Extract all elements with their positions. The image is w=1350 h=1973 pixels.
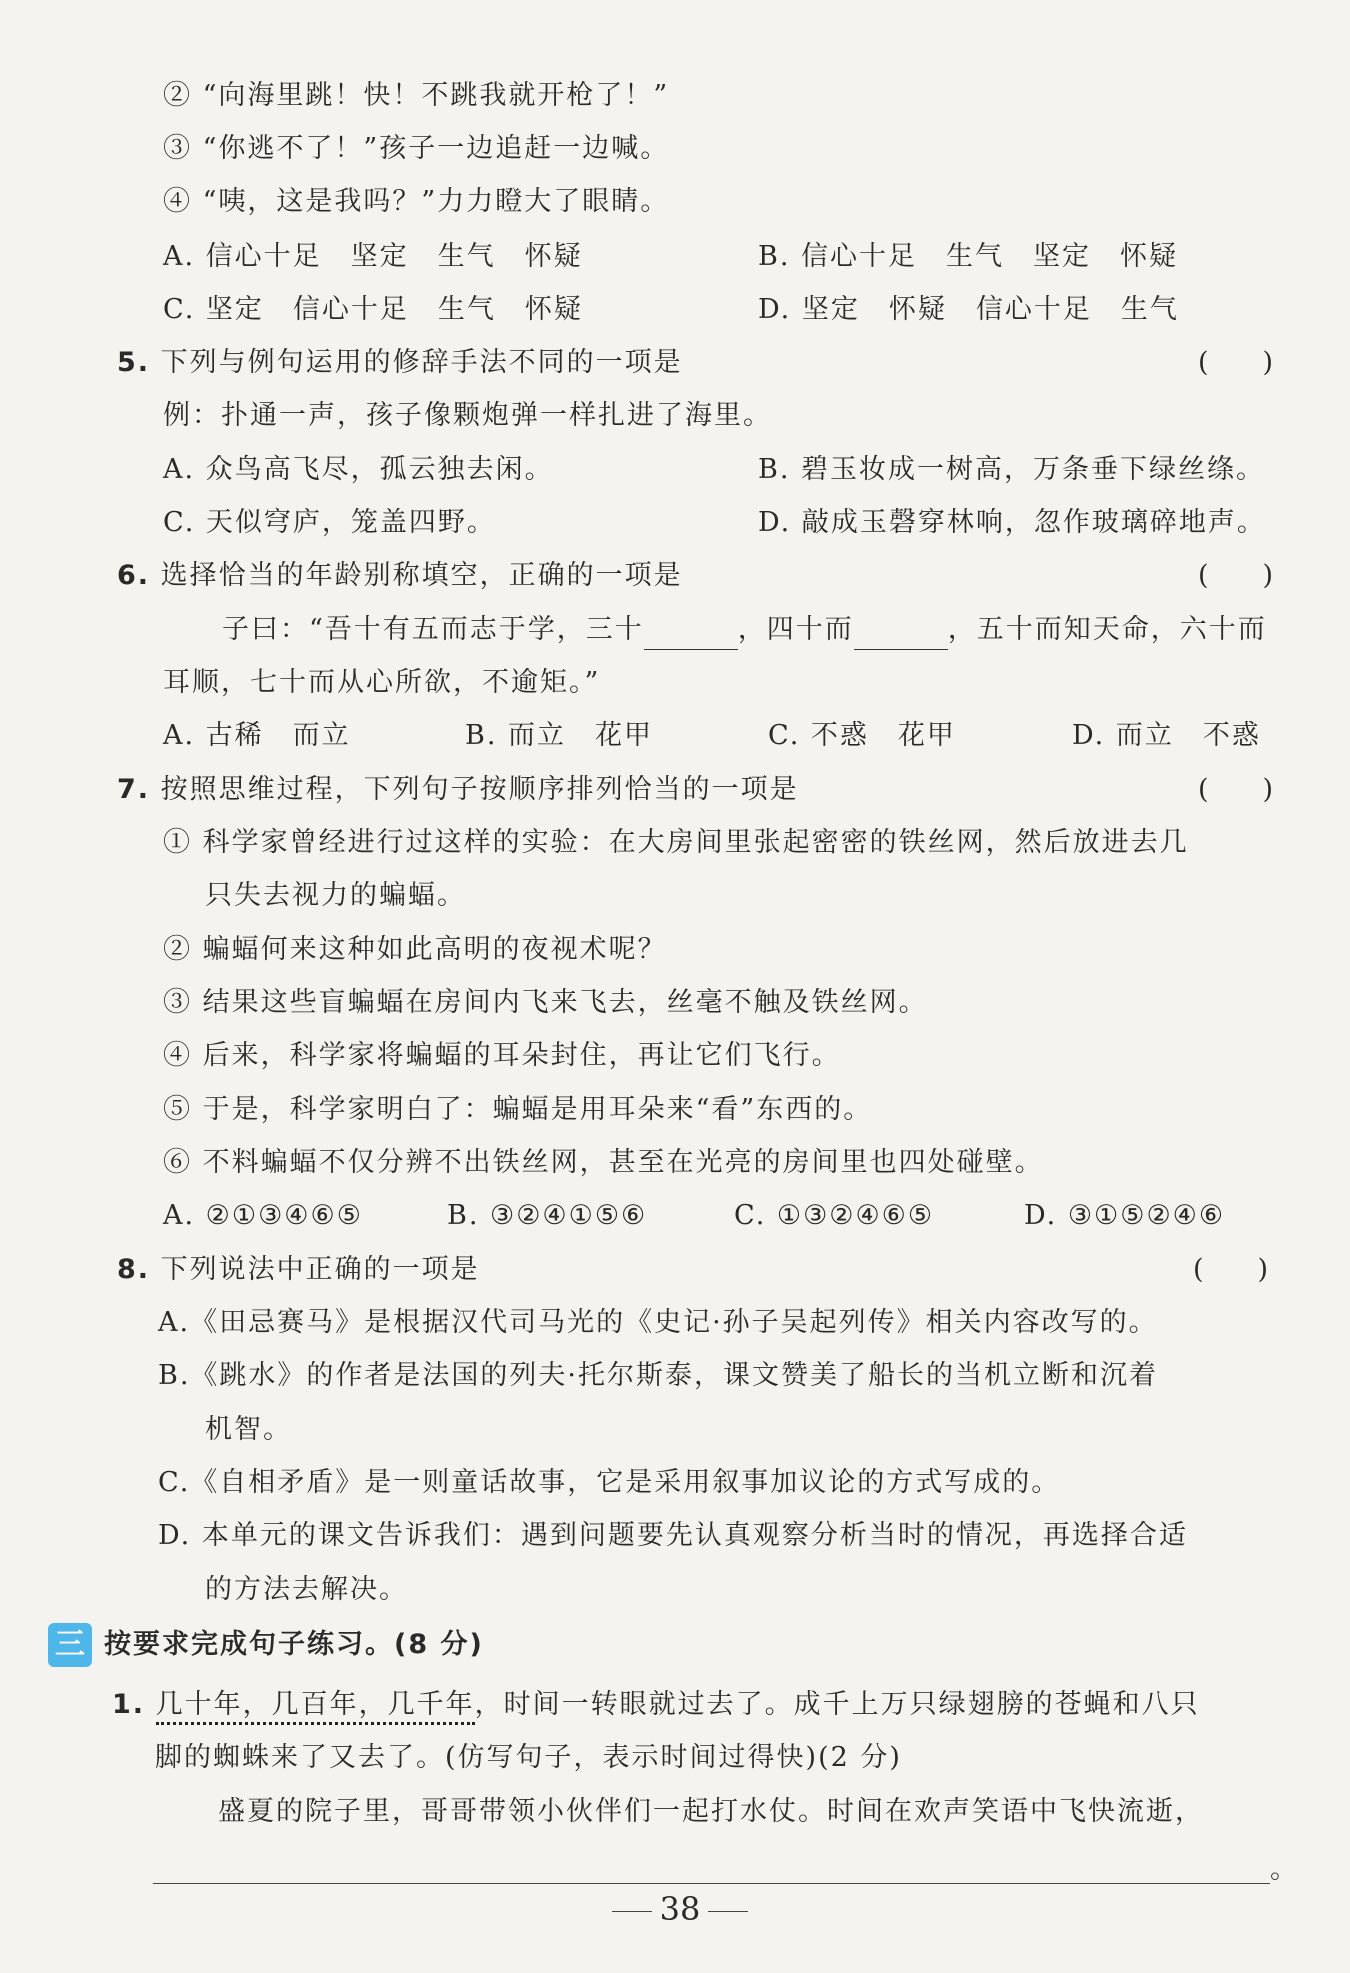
q8-option-d-line-1[interactable]: D. 本单元的课文告诉我们：遇到问题要先认真观察分析当时的情况，再选择合适 xyxy=(158,1520,1188,1551)
q7-option-a[interactable]: A. ②①③④⑥⑤ xyxy=(163,1200,363,1231)
section-3-title: 按要求完成句子练习。(8 分) xyxy=(104,1629,484,1660)
q7-sentence-2: ② 蝙蝠何来这种如此高明的夜视术呢？ xyxy=(163,934,667,965)
q8-option-a[interactable]: A.《田忌赛马》是根据汉代司马光的《史记·孙子吴起列传》相关内容改写的。 xyxy=(158,1307,1158,1338)
q7-sentence-5: ⑤ 于是，科学家明白了：蝙蝠是用耳朵来“看”东西的。 xyxy=(163,1094,873,1125)
q5-option-a[interactable]: A. 众鸟高飞尽，孤云独去闲。 xyxy=(163,454,554,485)
q7-option-d[interactable]: D. ③①⑤②④⑥ xyxy=(1024,1200,1226,1231)
q7-stem-text: 按照思维过程，下列句子按顺序排列恰当的一项是 xyxy=(160,774,799,805)
q7-option-c[interactable]: C. ①③②④⑥⑤ xyxy=(734,1200,935,1231)
s3-q1-answer-line[interactable] xyxy=(153,1883,1270,1884)
q6-option-c[interactable]: C. 不惑 花甲 xyxy=(768,720,956,751)
q6-option-a[interactable]: A. 古稀 而立 xyxy=(163,720,351,751)
s3-q1-number: 1. xyxy=(112,1689,146,1720)
q5-option-c[interactable]: C. 天似穹庐，笼盖四野。 xyxy=(163,507,496,538)
q7-sentence-1a: ① 科学家曾经进行过这样的实验：在大房间里张起密密的铁丝网，然后放进去几 xyxy=(163,827,1189,858)
q6-blank-2[interactable] xyxy=(854,619,948,650)
q8-number: 8. xyxy=(117,1254,151,1285)
q8-answer-bracket[interactable]: ( ) xyxy=(1193,1254,1269,1285)
q7-sentence-1b: 只失去视力的蝙蝠。 xyxy=(205,880,466,911)
q6-quote-line-1 xyxy=(222,610,1267,650)
q4-option-c[interactable]: C. 坚定 信心十足 生气 怀疑 xyxy=(163,294,583,325)
q6-answer-bracket[interactable]: ( ) xyxy=(1198,560,1274,591)
q5-number: 5. xyxy=(117,347,151,378)
q5-stem-text: 下列与例句运用的修辞手法不同的一项是 xyxy=(160,347,683,378)
q8-option-c[interactable]: C.《自相矛盾》是一则童话故事，它是采用叙事加议论的方式写成的。 xyxy=(158,1467,1061,1498)
q8-stem-text: 下列说法中正确的一项是 xyxy=(160,1254,480,1285)
q8-option-d-line-2: 的方法去解决。 xyxy=(205,1574,408,1605)
page-number xyxy=(600,1886,760,1932)
s3-q1-prompt: 盛夏的院子里，哥哥带领小伙伴们一起打水仗。时间在欢声笑语中飞快流逝， xyxy=(218,1796,1204,1827)
q8-option-b-line-1[interactable]: B.《跳水》的作者是法国的列夫·托尔斯泰，课文赞美了船长的当机立断和沉着 xyxy=(158,1360,1159,1391)
section-number-badge: 三 xyxy=(48,1623,92,1667)
q5-answer-bracket[interactable]: ( ) xyxy=(1198,347,1274,378)
q8-stem xyxy=(117,1250,480,1290)
q7-option-b[interactable]: B. ③②④①⑤⑥ xyxy=(447,1200,648,1231)
q7-stem xyxy=(117,770,799,810)
q6-option-b[interactable]: B. 而立 花甲 xyxy=(465,720,654,751)
s3-q1-line-2: 脚的蜘蛛来了又去了。(仿写句子，表示时间过得快)(2 分) xyxy=(155,1742,902,1773)
q5-stem xyxy=(117,343,683,383)
q7-answer-bracket[interactable]: ( ) xyxy=(1198,774,1274,805)
s3-q1-line-1 xyxy=(112,1685,1200,1725)
q5-option-b[interactable]: B. 碧玉妆成一树高，万条垂下绿丝绦。 xyxy=(758,454,1266,485)
q4-option-a[interactable]: A. 信心十足 坚定 生气 怀疑 xyxy=(163,241,583,272)
q6-blank-1[interactable] xyxy=(644,619,738,650)
s3-q1-emphasized-text: 几十年，几百年，几千年 xyxy=(156,1689,475,1725)
q8-option-b-line-2: 机智。 xyxy=(205,1414,292,1445)
q4-option-b[interactable]: B. 信心十足 生气 坚定 怀疑 xyxy=(758,241,1179,272)
s3-q1-line-1-rest: ，时间一转眼就过去了。成千上万只绿翅膀的苍蝇和八只 xyxy=(474,1689,1200,1720)
q4-item-3: ③ “你逃不了！”孩子一边追赶一边喊。 xyxy=(163,133,670,164)
s3-q1-end-mark: 。 xyxy=(1270,1854,1299,1885)
q7-sentence-3: ③ 结果这些盲蝙蝠在房间内飞来飞去，丝毫不触及铁丝网。 xyxy=(163,987,928,1018)
q6-quote-part-2: ，四十而 xyxy=(737,614,854,645)
q4-item-2: ② “向海里跳！快！不跳我就开枪了！” xyxy=(163,80,670,111)
q6-quote-line-2: 耳顺，七十而从心所欲，不逾矩。” xyxy=(163,667,601,698)
q6-option-d[interactable]: D. 而立 不惑 xyxy=(1072,720,1261,751)
q7-sentence-6: ⑥ 不料蝙蝠不仅分辨不出铁丝网，甚至在光亮的房间里也四处碰壁。 xyxy=(163,1147,1044,1178)
page-number-dash-left xyxy=(612,1911,652,1912)
q6-quote-part-3: ，五十而知天命，六十而 xyxy=(947,614,1267,645)
q5-option-d[interactable]: D. 敲成玉磬穿林响，忽作玻璃碎地声。 xyxy=(758,507,1266,538)
q6-quote-part-1: 子曰：“吾十有五而志于学，三十 xyxy=(222,614,644,645)
q6-stem xyxy=(117,556,683,596)
page-number-value: 38 xyxy=(659,1890,701,1928)
q6-number: 6. xyxy=(117,560,151,591)
q5-example: 例：扑通一声，孩子像颗炮弹一样扎进了海里。 xyxy=(163,400,772,431)
q4-option-d[interactable]: D. 坚定 怀疑 信心十足 生气 xyxy=(758,294,1179,325)
q7-sentence-4: ④ 后来，科学家将蝙蝠的耳朵封住，再让它们飞行。 xyxy=(163,1040,841,1071)
page-number-dash-right xyxy=(708,1911,748,1912)
q4-item-4: ④ “咦，这是我吗？”力力瞪大了眼睛。 xyxy=(163,186,670,217)
q6-stem-text: 选择恰当的年龄别称填空，正确的一项是 xyxy=(160,560,683,591)
q7-number: 7. xyxy=(117,774,151,805)
